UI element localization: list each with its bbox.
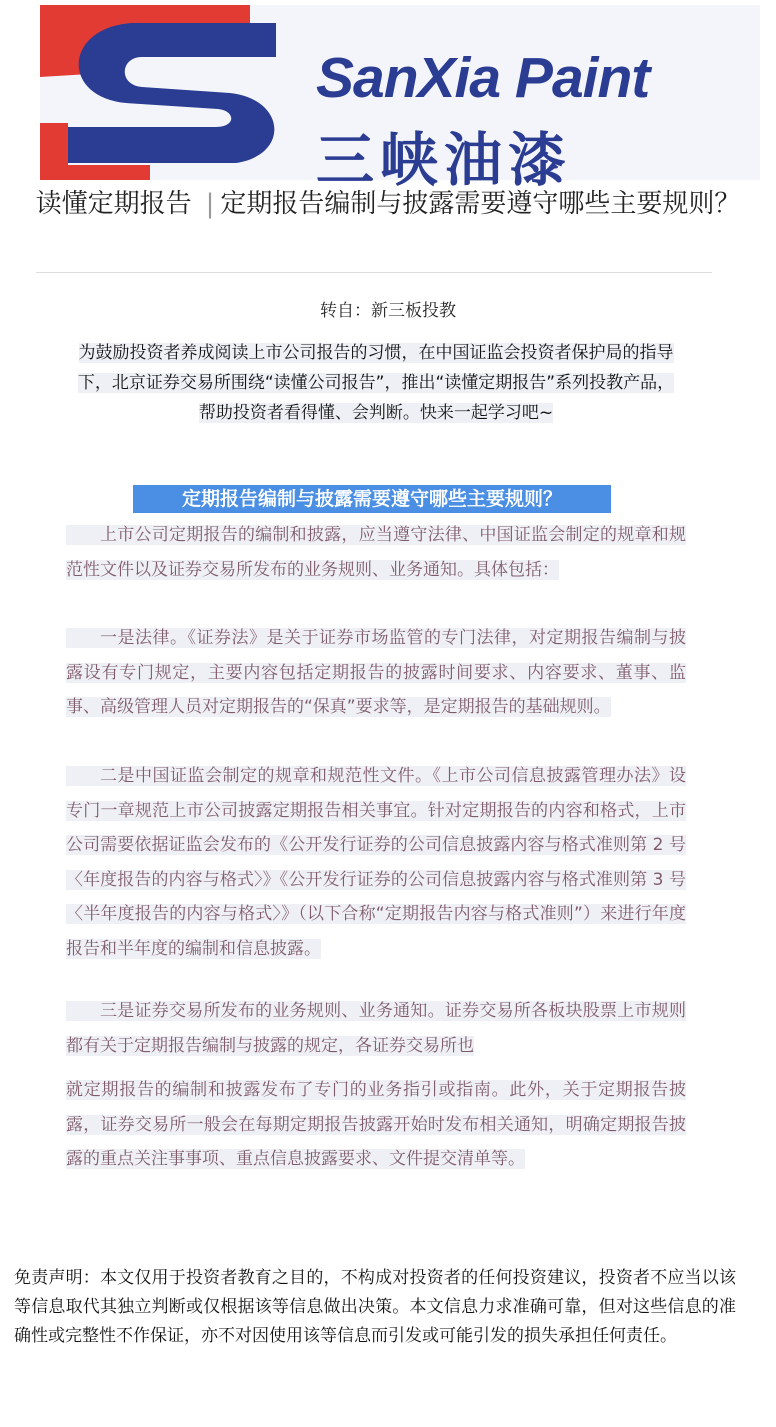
- article-source: 转自：新三板投教: [320, 301, 456, 321]
- disclaimer: 免责声明：本文仅用于投资者教育之目的，不构成对投资者的任何投资建议，投资者不应当以该等信息取代其独立判断或仅根据该等信息做出决策。本文信息力求准确可靠，但对这些信息的准确性或完整性不作保证，亦不对因使用该等信息而引发或可能引发的损失承担任何责任。: [14, 1268, 736, 1346]
- article-category: 读懂定期报告: [35, 189, 192, 219]
- paragraph-text: 一是法律。《证券法》是关于证券市场监管的专门法律，对定期报告编制与披露设有专门规定，主要内容包括定期报告的披露时间要求、内容要求、董事、监事、高级管理人员对定期报告的“保真”要求等，是定期报告的基础规则。: [66, 628, 686, 717]
- intro-text: 为鼓励投资者养成阅读上市公司报告的习惯，在中国证监会投资者保护局的指导下，北京证券交易所围绕“读懂公司报告”，推出“读懂定期报告”系列投教产品，帮助投资者看得懂、会判断。快来一起学习吧~: [77, 343, 675, 423]
- title-divider: [36, 272, 712, 273]
- intro-paragraph: [74, 338, 678, 428]
- article-title-text: 定期报告编制与披露需要遵守哪些主要规则？: [220, 189, 741, 219]
- article-title: [30, 184, 746, 224]
- section-heading: 定期报告编制与披露需要遵守哪些主要规则？: [133, 485, 611, 513]
- paragraph-text: 三是证券交易所发布的业务规则、业务通知。证券交易所各板块股票上市规则都有关于定期报告编制与披露的规定，各证券交易所也: [66, 1001, 686, 1056]
- body-paragraph: [66, 994, 686, 1063]
- body-paragraph: [66, 621, 686, 725]
- brand-name-chinese: 三峡油漆: [316, 126, 573, 194]
- paragraph-text: 就定期报告的编制和披露发布了专门的业务指引或指南。此外，关于定期报告披露，证券交易所一般会在每期定期报告披露开始时发布相关通知，明确定期报告披露的重点关注事事项、重点信息披露要求、文件提交清单等。: [66, 1080, 686, 1169]
- sanxia-paint-logo: [40, 5, 760, 194]
- body-paragraph: [66, 518, 686, 587]
- body-paragraph: [66, 759, 686, 966]
- paragraph-text: 上市公司定期报告的编制和披露，应当遵守法律、中国证监会制定的规章和规范性文件以及证券交易所发布的业务规则、业务通知。具体包括：: [66, 525, 686, 580]
- paragraph-text: 二是中国证监会制定的规章和规范性文件。《上市公司信息披露管理办法》设专门一章规范上市公司披露定期报告相关事宜。针对定期报告的内容和格式，上市公司需要依据证监会发布的《公开发行证券的公司信息披露内容与格式准则第 2 号〈年度报告的内容与格式〉》《公开发行证券的公司信息披露内容与格式准则第 3 号〈半年度报告的内容与格式〉》（以下合称“定期报告内容与格式准则”）来进行年度报告和半年度的编制和信息披露。: [66, 766, 686, 959]
- title-separator: |: [205, 189, 215, 219]
- brand-name-english: SanXia Paint: [316, 46, 650, 110]
- body-paragraph: [66, 1073, 686, 1177]
- logo-blue-s: [68, 23, 276, 163]
